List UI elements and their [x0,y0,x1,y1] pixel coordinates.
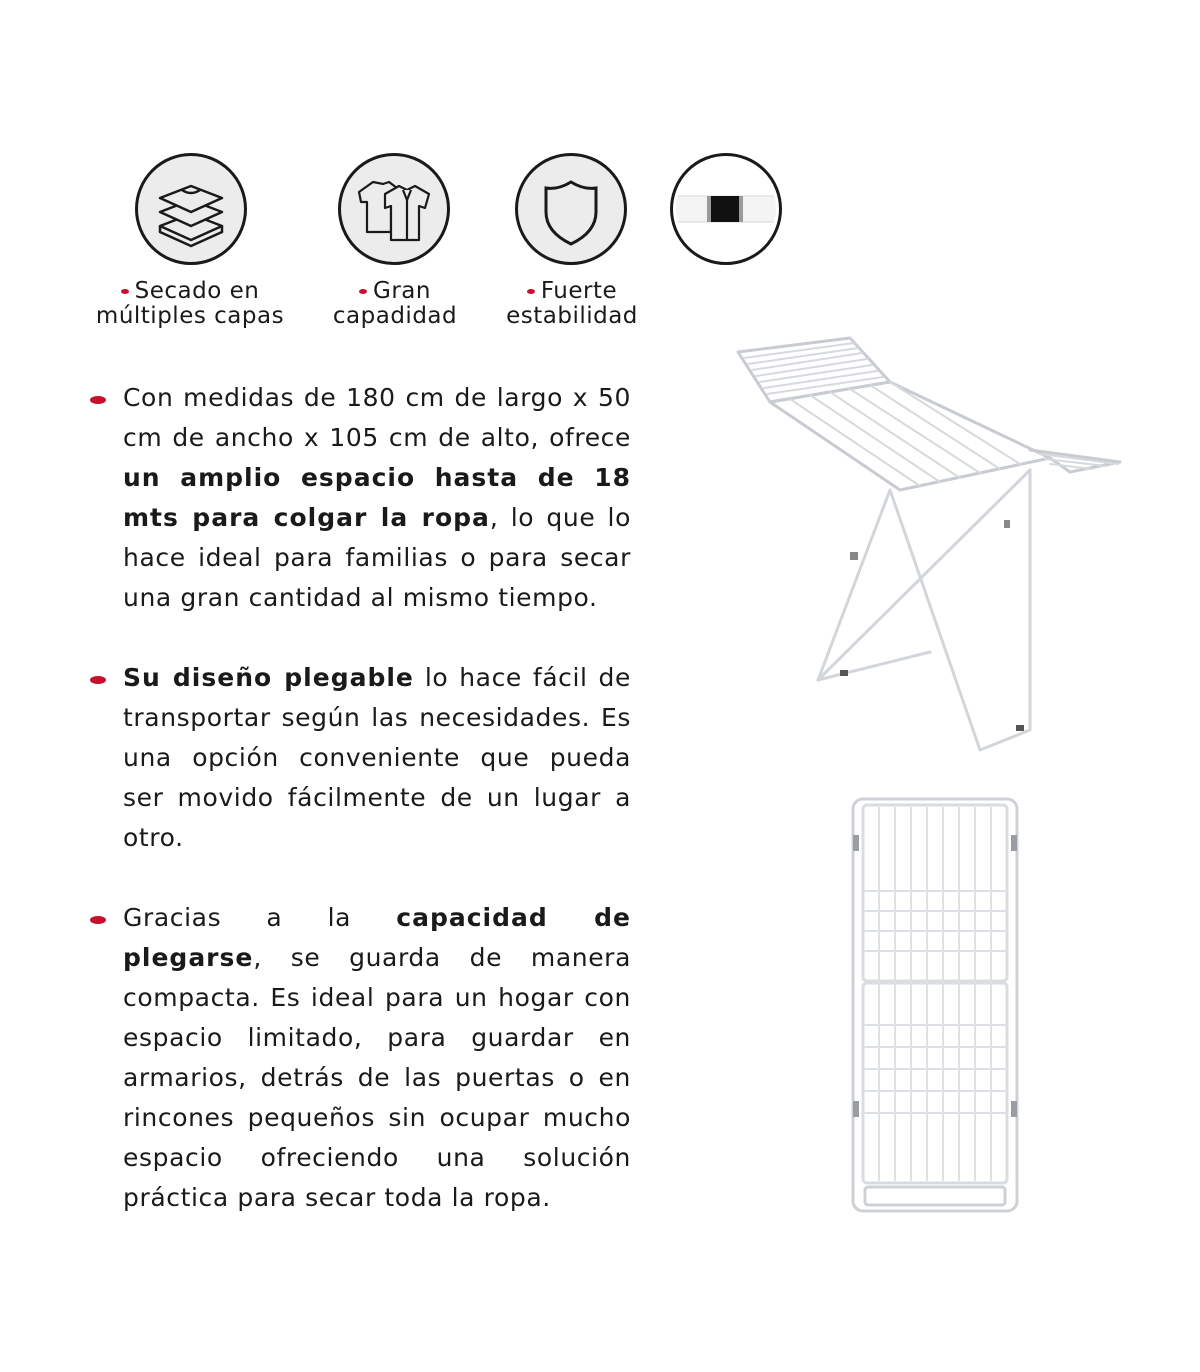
bullet-dot [527,289,535,294]
feature-caption-stability: Fuerte estabilidad [506,278,638,329]
paragraph-foldable: Su diseño plegable lo hace fácil de transportar según las necesidades. Es una opción conveniente que pueda ser movido fácilmente de un lugar a otro. [123,663,632,852]
shield-icon [515,153,627,265]
feature-caption-capacity: Gran capadidad [332,278,458,329]
bullet-dot [121,289,129,294]
tube-closeup-icon [670,153,782,265]
drying-rack-folded-image [845,795,1025,1220]
feature-caption-layers: Secado en múltiples capas [95,278,285,329]
layered-clothes-icon [135,153,247,265]
paragraph-dimensions: Con medidas de 180 cm de largo x 50 cm de ancho x 105 cm de alto, ofrece un amplio espacio hasta de 18 mts para colgar la ropa, lo que lo hace ideal para familias o para secar una gran cantidad al mismo tiempo. [123,383,631,612]
drying-rack-open-image [730,330,1130,770]
bullet-dot [90,396,106,404]
paragraph-storage: Gracias a la capacidad de plegarse, se guarda de manera compacta. Es ideal para un hogar con espacio limitado, para guardar en armarios, detrás de las puertas o en rincones pequeños sin ocupar mucho espacio ofreciendo una solución práctica para secar toda la ropa. [123,903,632,1212]
bullet-dot [359,289,367,294]
shirts-icon [338,153,450,265]
bullet-dot [90,676,106,684]
bullet-dot [90,916,106,924]
